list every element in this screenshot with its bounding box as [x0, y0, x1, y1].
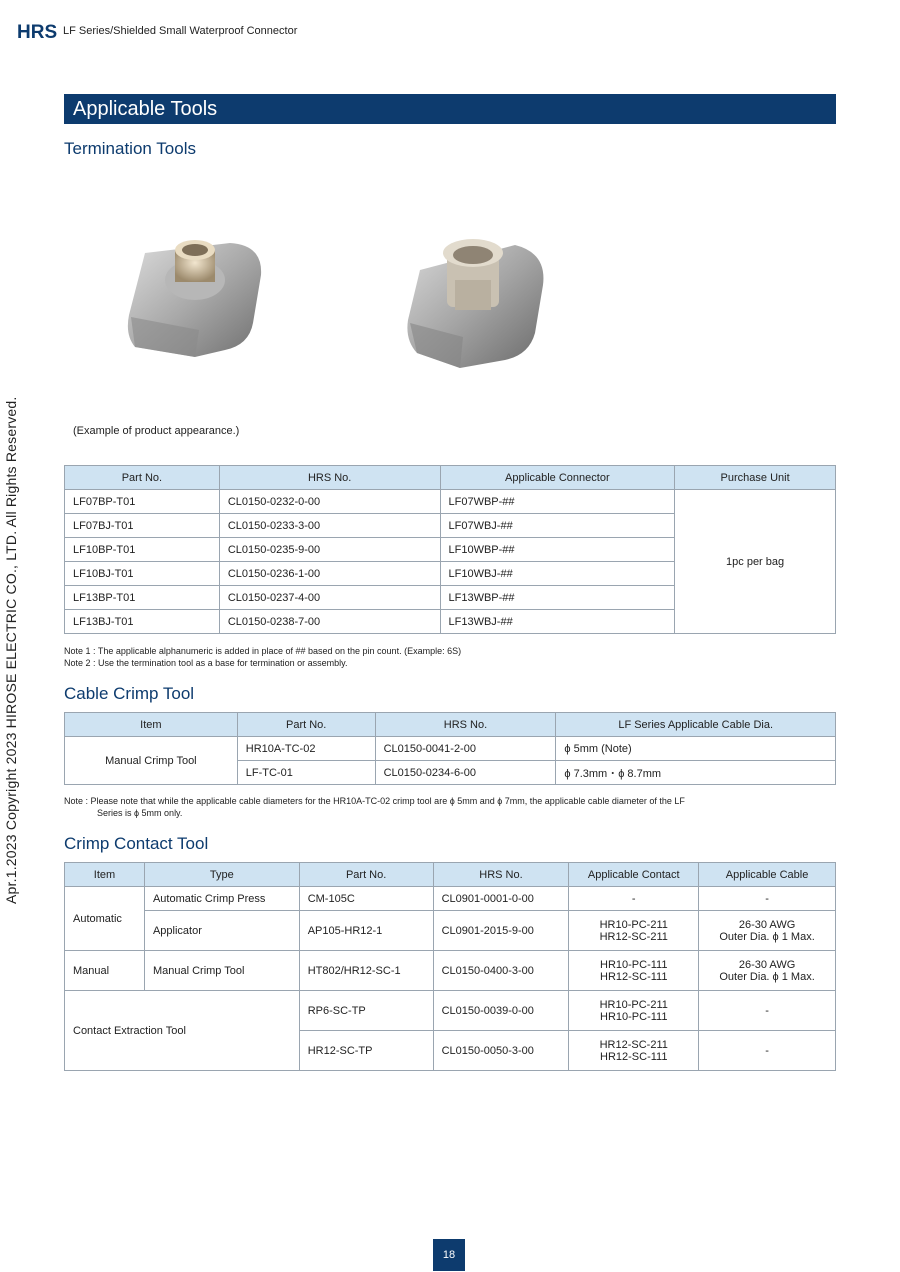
column-header: Item [65, 863, 145, 887]
table-row [65, 951, 836, 991]
hrs-no-cell: CL0150-0236-1-00 [219, 562, 440, 586]
column-header: HRS No. [433, 863, 569, 887]
table-row [65, 490, 836, 514]
column-header: Part No. [237, 713, 375, 737]
termination-tools-heading: Termination Tools [64, 139, 196, 158]
hrs-no-cell: CL0150-0234-6-00 [375, 761, 556, 785]
termination-tool-photo-2 [405, 225, 550, 370]
cable-cell [699, 911, 836, 951]
cable-line: Outer Dia. ϕ 1 Max. [719, 930, 815, 943]
termination-tools-table [64, 465, 836, 634]
cable-line: Outer Dia. ϕ 1 Max. [719, 970, 815, 983]
table-row [65, 737, 836, 761]
hrs-no-cell: CL0150-0235-9-00 [219, 538, 440, 562]
table-header-row [65, 466, 836, 490]
table-header-row [65, 713, 836, 737]
cable-cell: - [699, 1031, 836, 1071]
note-line-2: Series is ϕ 5mm only. [97, 808, 183, 818]
header-title: LF Series/Shielded Small Waterproof Connector [63, 25, 298, 37]
hrs-no-cell: CL0901-0001-0-00 [433, 887, 569, 911]
part-no-cell: LF13BJ-T01 [65, 610, 220, 634]
note-1: Note 1 : The applicable alphanumeric is added in place of ## based on the pin count. (Example: 6S) [64, 646, 462, 656]
note-line-1: Note : Please note that while the applicable cable diameters for the HR10A-TC-02 crimp tool are ϕ 5mm and ϕ 7mm, the applicable cable diameter of the LF [64, 796, 685, 806]
cable-line: 26-30 AWG [738, 918, 796, 931]
cable-crimp-tool-heading: Cable Crimp Tool [64, 684, 195, 703]
hrs-logo [17, 21, 58, 43]
crimp-contact-table [64, 862, 836, 1071]
connector-cell: LF13WBJ-## [440, 610, 675, 634]
cable-crimp-note [64, 795, 685, 819]
hrs-no-cell: CL0150-0050-3-00 [433, 1031, 569, 1071]
type-cell: Manual Crimp Tool [144, 951, 299, 991]
part-no-cell: LF07BJ-T01 [65, 514, 220, 538]
contact-cell: - [569, 887, 699, 911]
column-header: Part No. [65, 466, 220, 490]
page-header [17, 20, 297, 42]
part-no-cell: LF-TC-01 [237, 761, 375, 785]
termination-tool-photo-1 [125, 225, 265, 360]
note-2: Note 2 : Use the termination tool as a base for termination or assembly. [64, 658, 348, 668]
cable-dia-cell: ϕ 5mm (Note) [556, 737, 836, 761]
column-header: HRS No. [219, 466, 440, 490]
contact-cell [569, 991, 699, 1031]
svg-text:HRS: HRS [17, 22, 58, 43]
column-header: Item [65, 713, 238, 737]
column-header: Applicable Cable [699, 863, 836, 887]
part-no-cell: LF10BP-T01 [65, 538, 220, 562]
cable-cell: - [699, 991, 836, 1031]
part-no-cell: HR10A-TC-02 [237, 737, 375, 761]
contact-cell [569, 911, 699, 951]
item-cell: Manual Crimp Tool [65, 737, 238, 785]
contact-line: HR12-SC-111 [600, 1050, 668, 1063]
contact-cell [569, 951, 699, 991]
hrs-no-cell: CL0150-0237-4-00 [219, 586, 440, 610]
contact-line: HR10-PC-111 [600, 1010, 668, 1023]
column-header: Applicable Connector [440, 466, 675, 490]
hrs-no-cell: CL0150-0233-3-00 [219, 514, 440, 538]
copyright-side-text: Apr.1.2023 Copyright 2023 HIROSE ELECTRIC CO., LTD. All Rights Reserved. [3, 396, 19, 904]
table-row [65, 991, 836, 1031]
table-row [65, 911, 836, 951]
column-header: Type [144, 863, 299, 887]
hrs-no-cell: CL0150-0400-3-00 [433, 951, 569, 991]
item-cell: Contact Extraction Tool [65, 991, 300, 1071]
table-row [65, 887, 836, 911]
purchase-unit-cell: 1pc per bag [675, 490, 836, 634]
section-banner: Applicable Tools [64, 94, 836, 124]
column-header: HRS No. [375, 713, 556, 737]
cable-cell: - [699, 887, 836, 911]
part-no-cell: HR12-SC-TP [299, 1031, 433, 1071]
table-header-row [65, 863, 836, 887]
type-cell: Applicator [144, 911, 299, 951]
column-header: Applicable Contact [569, 863, 699, 887]
connector-cell: LF10WBP-## [440, 538, 675, 562]
column-header: Purchase Unit [675, 466, 836, 490]
connector-cell: LF10WBJ-## [440, 562, 675, 586]
page-number: 18 [433, 1239, 465, 1271]
hrs-no-cell: CL0150-0238-7-00 [219, 610, 440, 634]
part-no-cell: LF13BP-T01 [65, 586, 220, 610]
contact-line: HR10-PC-211 [599, 918, 668, 931]
hrs-no-cell: CL0901-2015-9-00 [433, 911, 569, 951]
contact-line: HR12-SC-211 [599, 1038, 668, 1051]
hrs-no-cell: CL0150-0041-2-00 [375, 737, 556, 761]
contact-cell [569, 1031, 699, 1071]
cable-dia-cell: ϕ 7.3mm・ϕ 8.7mm [556, 761, 836, 785]
part-no-cell: RP6-SC-TP [299, 991, 433, 1031]
connector-cell: LF07WBP-## [440, 490, 675, 514]
crimp-contact-tool-heading: Crimp Contact Tool [64, 834, 209, 853]
part-no-cell: LF07BP-T01 [65, 490, 220, 514]
hrs-no-cell: CL0150-0232-0-00 [219, 490, 440, 514]
column-header: Part No. [299, 863, 433, 887]
cable-cell [699, 951, 836, 991]
part-no-cell: LF10BJ-T01 [65, 562, 220, 586]
termination-notes [64, 645, 461, 669]
cable-crimp-table [64, 712, 836, 785]
contact-line: HR10-PC-111 [600, 958, 668, 971]
part-no-cell: HT802/HR12-SC-1 [299, 951, 433, 991]
connector-cell: LF13WBP-## [440, 586, 675, 610]
photo-caption: (Example of product appearance.) [73, 425, 240, 437]
part-no-cell: CM-105C [299, 887, 433, 911]
item-cell: Automatic [65, 887, 145, 951]
part-no-cell: AP105-HR12-1 [299, 911, 433, 951]
contact-line: HR12-SC-211 [599, 930, 668, 943]
contact-line: HR10-PC-211 [599, 998, 668, 1011]
hrs-no-cell: CL0150-0039-0-00 [433, 991, 569, 1031]
type-cell: Automatic Crimp Press [144, 887, 299, 911]
connector-cell: LF07WBJ-## [440, 514, 675, 538]
contact-line: HR12-SC-111 [600, 970, 668, 983]
item-cell: Manual [65, 951, 145, 991]
cable-line: 26-30 AWG [738, 958, 796, 971]
column-header: LF Series Applicable Cable Dia. [556, 713, 836, 737]
